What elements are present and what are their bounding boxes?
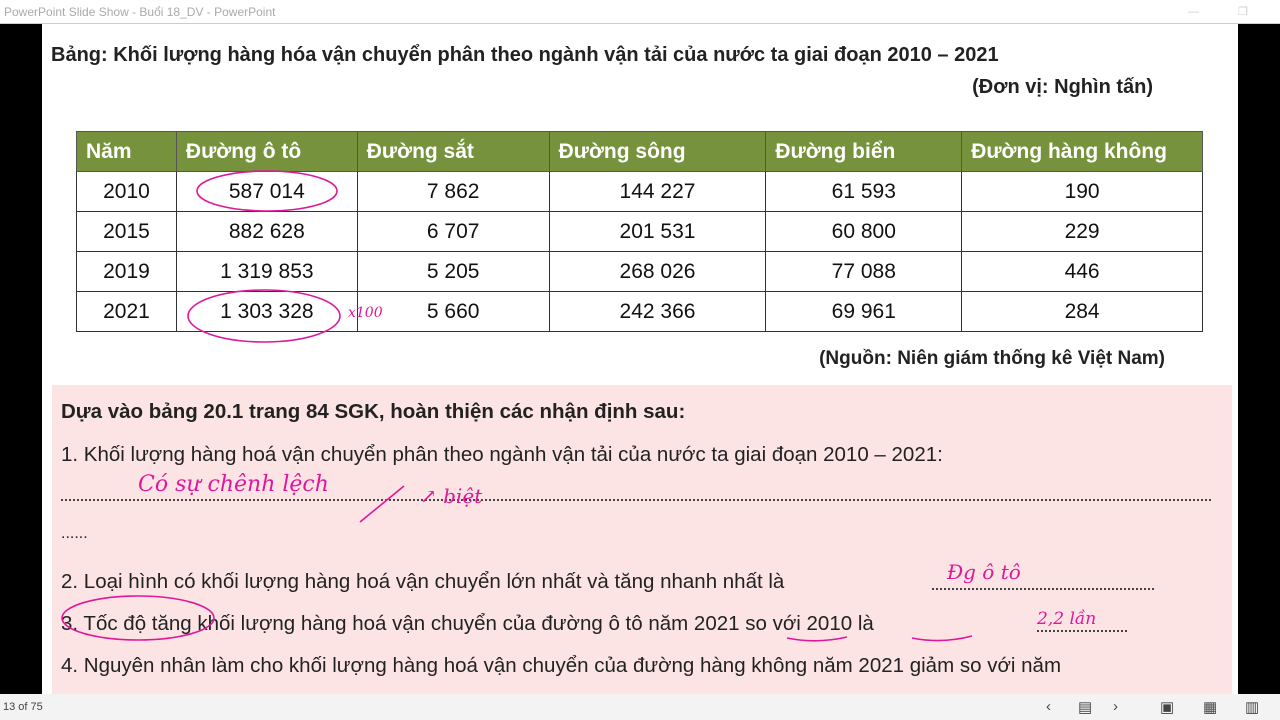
ink-slash — [360, 486, 404, 522]
unit-label: (Đơn vị: Nghìn tấn) — [972, 76, 1153, 98]
handwritten-note: x100 — [348, 305, 383, 321]
ink-circle-2021 — [188, 290, 340, 342]
normal-view-icon[interactable]: ▣ — [1160, 699, 1175, 716]
table-cell: 69 961 — [766, 292, 962, 332]
restore-button[interactable]: ❐ — [1238, 6, 1248, 18]
ink-circle-q3 — [62, 596, 214, 640]
question-3: 3. Tốc độ tăng khối lượng hàng hoá vận chuyển của đường ô tô năm 2021 so với 2010 là — [61, 612, 874, 635]
column-header: Đường sông — [549, 132, 766, 172]
table-cell: 7 862 — [357, 172, 549, 212]
table-cell: 2015 — [77, 212, 177, 252]
table-cell: 5 205 — [357, 252, 549, 292]
column-header: Đường hàng không — [962, 132, 1203, 172]
table-cell: 2021 — [77, 292, 177, 332]
handwritten-answer-1b: ↗ biệt — [420, 484, 483, 508]
question-1: 1. Khối lượng hàng hoá vận chuyển phân theo ngành vận tải của nước ta giai đoạn 2010 – 2021: — [61, 443, 943, 466]
table-cell: 2010 — [77, 172, 177, 212]
slide-sorter-icon[interactable]: ▦ — [1203, 699, 1218, 716]
window-title: PowerPoint Slide Show - Buổi 18_DV - PowerPoint — [4, 5, 276, 19]
ink-underline-2010 — [912, 636, 972, 641]
previous-slide-icon[interactable]: ‹ — [1046, 698, 1051, 715]
slide-counter: 13 of 75 — [3, 701, 43, 713]
question-4: 4. Nguyên nhân làm cho khối lượng hàng hoá vận chuyển của đường hàng không năm 2021 giảm so với năm — [61, 654, 1062, 677]
handwritten-answer-1: Có sự chênh lệch — [138, 472, 329, 497]
column-header: Năm — [77, 132, 177, 172]
ink-underline-2021 — [787, 637, 847, 641]
table-cell: 144 227 — [549, 172, 766, 212]
column-header: Đường ô tô — [176, 132, 357, 172]
ink-circle-2010 — [197, 171, 337, 211]
slide-title: Bảng: Khối lượng hàng hóa vận chuyển phân theo ngành vận tải của nước ta giai đoạn 2010 – 2021 — [51, 44, 999, 66]
minimize-button[interactable]: — — [1188, 6, 1199, 18]
table-cell: 60 800 — [766, 212, 962, 252]
table-cell: 5 660 — [357, 292, 549, 332]
table-cell: 61 593 — [766, 172, 962, 212]
handwritten-answer-2: Đg ô tô — [947, 560, 1021, 584]
source-note: (Nguồn: Niên giám thống kê Việt Nam) — [819, 348, 1165, 369]
slide — [42, 24, 1238, 694]
task-heading: Dựa vào bảng 20.1 trang 84 SGK, hoàn thiện các nhận định sau: — [61, 400, 686, 423]
table-cell: 77 088 — [766, 252, 962, 292]
table-cell: 190 — [962, 172, 1203, 212]
table-cell: 1 319 853 — [176, 252, 357, 292]
question-2: 2. Loại hình có khối lượng hàng hoá vận chuyển lớn nhất và tăng nhanh nhất là — [61, 570, 785, 593]
ink-annotations — [42, 24, 1238, 694]
reading-view-icon[interactable]: ▥ — [1245, 699, 1260, 716]
column-header: Đường sắt — [357, 132, 549, 172]
status-bar — [0, 694, 1280, 720]
column-header: Đường biển — [766, 132, 962, 172]
table-cell: 242 366 — [549, 292, 766, 332]
answer-line-1-tail: ...... — [61, 525, 88, 542]
table-cell: 1 303 328 — [176, 292, 357, 332]
title-bar — [0, 0, 1280, 24]
table-cell: 6 707 — [357, 212, 549, 252]
slide-notes-icon[interactable]: ▤ — [1078, 699, 1093, 716]
table-cell: 284 — [962, 292, 1203, 332]
table-cell: 201 531 — [549, 212, 766, 252]
next-slide-icon[interactable]: › — [1113, 698, 1118, 715]
table-cell: 446 — [962, 252, 1203, 292]
table-cell: 2019 — [77, 252, 177, 292]
table-cell: 882 628 — [176, 212, 357, 252]
table-cell: 587 014 — [176, 172, 357, 212]
handwritten-answer-3: 2,2 lần — [1037, 609, 1097, 629]
table-cell: 268 026 — [549, 252, 766, 292]
table-cell: 229 — [962, 212, 1203, 252]
